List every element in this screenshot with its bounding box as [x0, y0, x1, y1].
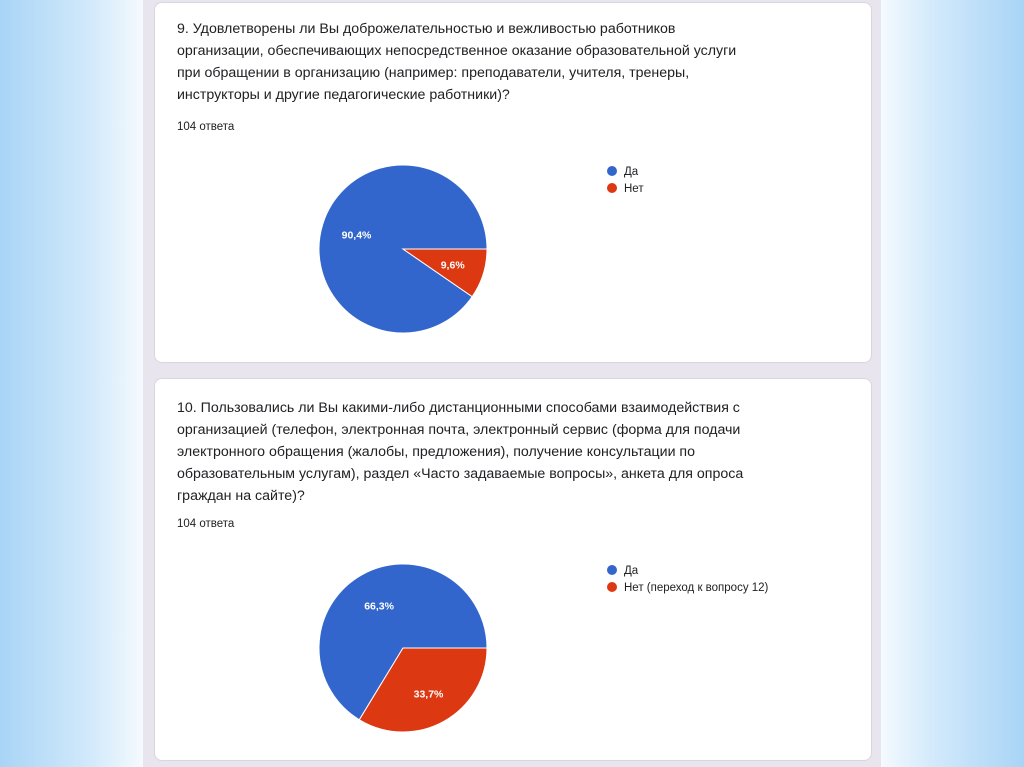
slice-label: 66,3%: [364, 600, 394, 613]
question-card-10: [154, 378, 872, 761]
legend-marker: [607, 166, 617, 176]
question-line: организацией (телефон, электронная почта, электронный сервис (форма для подачи: [177, 422, 741, 438]
pie-chart: [155, 3, 871, 362]
slice-label: 33,7%: [413, 688, 444, 701]
pie-chart: [155, 379, 871, 760]
question-line: инструкторы и другие педагогические работники)?: [177, 87, 510, 103]
question-line: 10. Пользовались ли Вы какими-либо дистанционными способами взаимодействия с: [177, 400, 740, 416]
legend-label: Нет (переход к вопросу 12): [624, 582, 769, 594]
legend-label: Нет: [624, 183, 644, 195]
question-line: организации, обеспечивающих непосредственное оказание образовательной услуги: [177, 43, 737, 59]
question-line: электронного обращения (жалобы, предложения), получение консультации по: [177, 444, 696, 460]
question-line: при обращении в организацию (например: преподаватели, учителя, тренеры,: [177, 65, 690, 81]
legend-label: Да: [624, 166, 639, 178]
legend-marker: [607, 183, 617, 193]
legend-marker: [607, 582, 617, 592]
question-line: 9. Удовлетворены ли Вы доброжелательностью и вежливостью работников: [177, 21, 676, 37]
slice-label: 90,4%: [341, 229, 372, 242]
question-line: образовательным услугам), раздел «Часто задаваемые вопросы», анкета для опроса: [177, 466, 744, 482]
legend-label: Да: [624, 565, 639, 577]
question-line: граждан на сайте)?: [177, 488, 305, 504]
slice-label: 9,6%: [440, 259, 465, 272]
response-count: 104 ответа: [177, 518, 235, 530]
question-card-9: [154, 2, 872, 363]
response-count: 104 ответа: [177, 121, 235, 133]
legend-marker: [607, 565, 617, 575]
